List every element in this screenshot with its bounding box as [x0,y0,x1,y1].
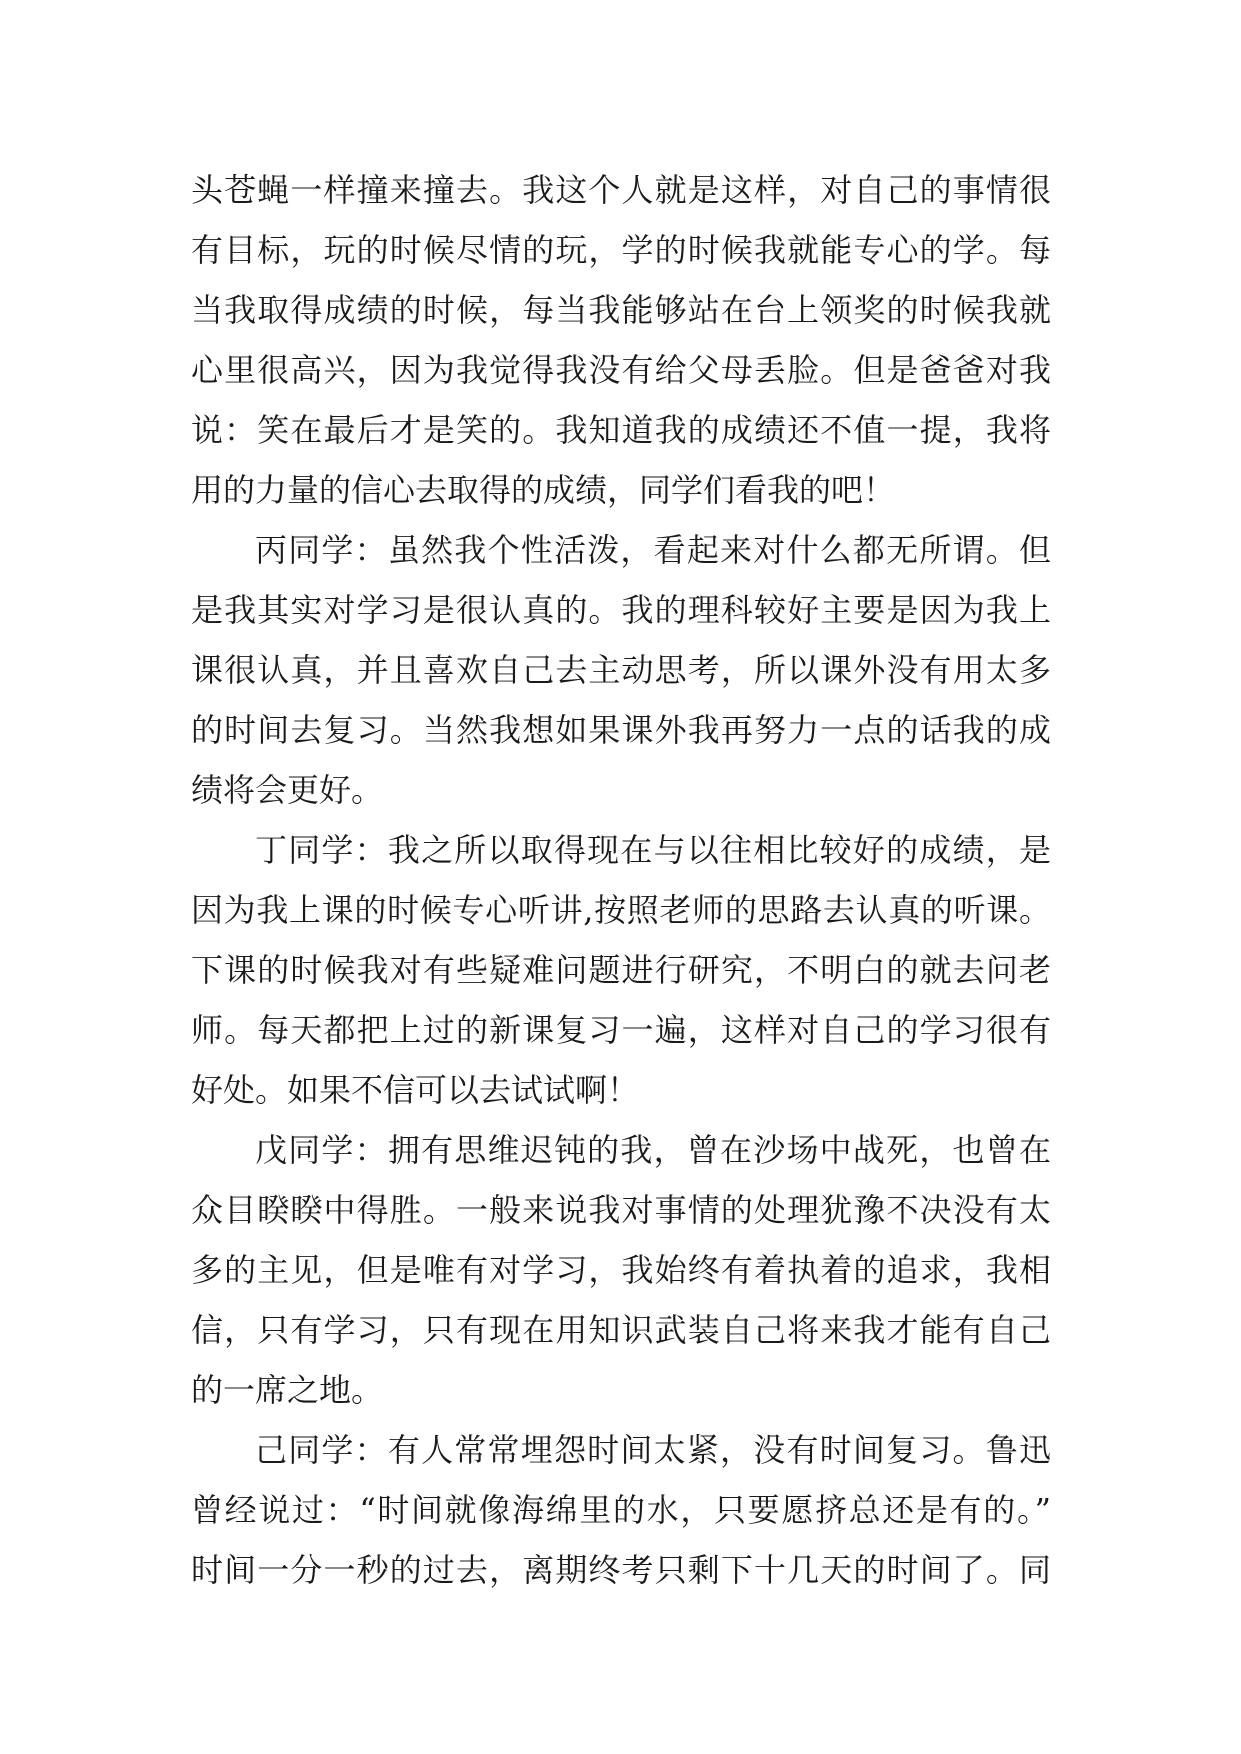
text-line: 头苍蝇一样撞来撞去。我这个人就是这样，对自己的事情很 [191,171,1051,209]
text-line: 因为我上课的时候专心听讲,按照老师的思路去认真的听课。 [191,891,1051,929]
text-line: 的时间去复习。当然我想如果课外我再努力一点的话我的成 [191,711,1051,749]
document-page [191,160,1051,1600]
paragraph-wu [191,1120,1051,1420]
text-line: 用的力量的信心去取得的成绩，同学们看我的吧！ [191,471,896,509]
paragraph-ji [191,1420,1051,1600]
paragraph-continuation [191,160,1051,520]
text-line: 好处。如果不信可以去试试啊！ [191,1071,640,1109]
text-line: 多的主见，但是唯有对学习，我始终有着执着的追求，我相 [191,1251,1051,1289]
text-line: 师。每天都把上过的新课复习一遍，这样对自己的学习很有 [191,1011,1051,1049]
paragraph-ding [191,820,1051,1120]
text-line: 课很认真，并且喜欢自己去主动思考，所以课外没有用太多 [191,651,1051,689]
text-line: 的一席之地。 [191,1371,384,1409]
text-line: 心里很高兴，因为我觉得我没有给父母丢脸。但是爸爸对我 [191,351,1051,389]
text-line: 是我其实对学习是很认真的。我的理科较好主要是因为我上 [191,591,1051,629]
text-line: 时间一分一秒的过去，离期终考只剩下十几天的时间了。同 [191,1551,1051,1589]
text-line: 众目睽睽中得胜。一般来说我对事情的处理犹豫不决没有太 [191,1191,1051,1229]
text-line: 丁同学：我之所以取得现在与以往相比较好的成绩，是 [255,831,1051,869]
text-line: 当我取得成绩的时候，每当我能够站在台上领奖的时候我就 [191,291,1051,329]
text-line: 绩将会更好。 [191,771,384,809]
text-line: 戊同学：拥有思维迟钝的我，曾在沙场中战死，也曾在 [255,1131,1051,1169]
text-line: 说：笑在最后才是笑的。我知道我的成绩还不值一提，我将 [191,411,1051,449]
text-line: 己同学：有人常常埋怨时间太紧，没有时间复习。鲁迅 [255,1431,1051,1469]
text-line: 有目标，玩的时候尽情的玩，学的时候我就能专心的学。每 [191,231,1051,269]
text-line: 丙同学：虽然我个性活泼，看起来对什么都无所谓。但 [255,531,1051,569]
paragraph-bing [191,520,1051,820]
text-line: 信，只有学习，只有现在用知识武装自己将来我才能有自己 [191,1311,1051,1349]
text-line: 曾经说过：“时间就像海绵里的水，只要愿挤总还是有的。” [191,1491,1051,1529]
text-line: 下课的时候我对有些疑难问题进行研究，不明白的就去问老 [191,951,1051,989]
